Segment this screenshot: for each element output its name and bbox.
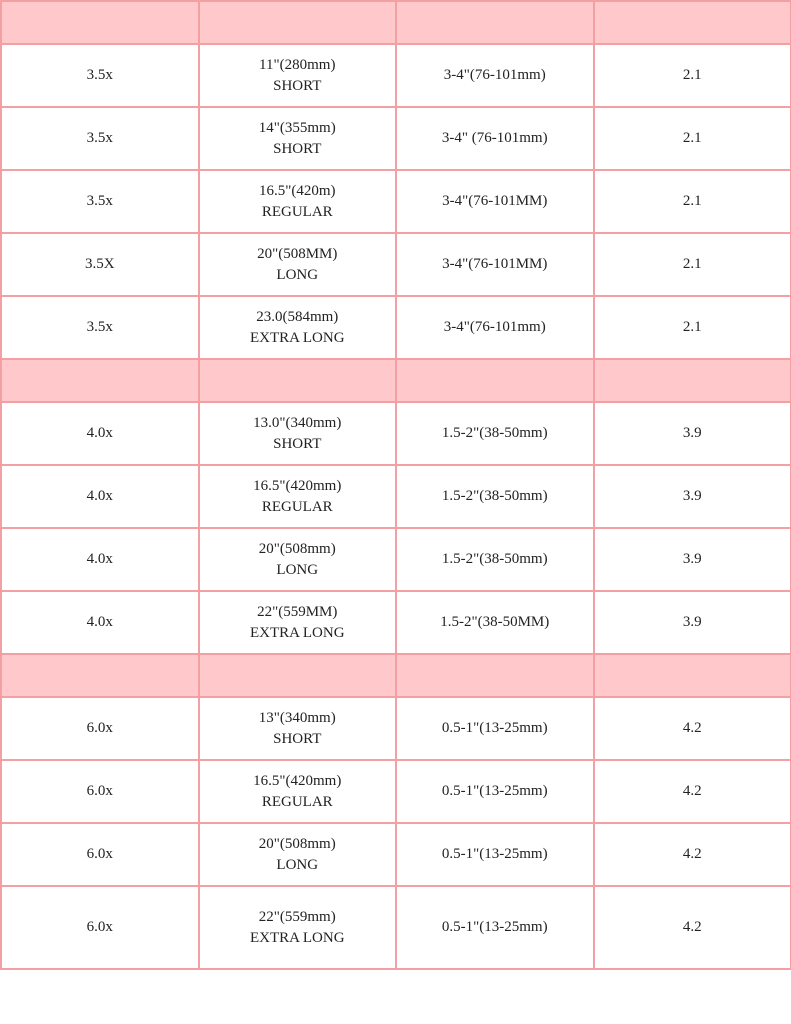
length-value: 22"(559mm) [258, 908, 336, 925]
size-label: LONG [276, 561, 319, 578]
range-cell: 3-4"(76-101mm) [396, 44, 594, 107]
table-row [1, 528, 791, 591]
length-cell [199, 233, 397, 296]
value-cell: 2.1 [594, 44, 791, 107]
header-cell [199, 654, 397, 697]
length-value: 20"(508MM) [257, 245, 338, 262]
table-row [1, 170, 791, 233]
table-row [1, 402, 791, 465]
table-row [1, 697, 791, 760]
magnification-cell: 6.0x [1, 760, 199, 823]
value-cell: 2.1 [594, 296, 791, 359]
length-value: 14"(355mm) [258, 119, 336, 136]
value-cell: 3.9 [594, 465, 791, 528]
magnification-cell: 4.0x [1, 528, 199, 591]
header-cell [396, 359, 594, 402]
header-cell [1, 654, 199, 697]
range-cell: 3-4" (76-101mm) [396, 107, 594, 170]
value-cell: 3.9 [594, 402, 791, 465]
length-value: 20"(508mm) [258, 540, 336, 557]
length-cell [199, 44, 397, 107]
magnification-cell: 4.0x [1, 402, 199, 465]
length-cell [199, 528, 397, 591]
length-cell [199, 886, 397, 969]
range-cell: 1.5-2"(38-50mm) [396, 528, 594, 591]
length-value: 20"(508mm) [258, 835, 336, 852]
length-value: 13.0"(340mm) [253, 414, 342, 431]
range-cell: 3-4"(76-101MM) [396, 233, 594, 296]
length-cell [199, 591, 397, 654]
length-cell [199, 107, 397, 170]
value-cell: 4.2 [594, 886, 791, 969]
table-row [1, 296, 791, 359]
length-cell [199, 760, 397, 823]
size-label: SHORT [273, 140, 322, 157]
range-cell: 0.5-1"(13-25mm) [396, 760, 594, 823]
magnification-cell: 6.0x [1, 886, 199, 969]
length-cell [199, 402, 397, 465]
size-label: SHORT [273, 435, 322, 452]
header-cell [594, 654, 791, 697]
table-row [1, 823, 791, 886]
size-label: LONG [276, 856, 319, 873]
size-label: SHORT [273, 77, 322, 94]
table-row [1, 107, 791, 170]
length-value: 23.0(584mm) [256, 308, 339, 325]
length-value: 16.5"(420mm) [253, 477, 342, 494]
length-cell [199, 697, 397, 760]
magnification-cell: 3.5x [1, 107, 199, 170]
magnification-cell: 4.0x [1, 591, 199, 654]
header-cell [594, 1, 791, 44]
magnification-cell: 3.5x [1, 44, 199, 107]
size-label: REGULAR [261, 793, 333, 810]
range-cell: 1.5-2"(38-50MM) [396, 591, 594, 654]
magnification-cell: 3.5x [1, 296, 199, 359]
length-cell [199, 296, 397, 359]
table-row [1, 465, 791, 528]
length-value: 16.5"(420m) [258, 182, 336, 199]
size-label: EXTRA LONG [249, 929, 345, 946]
size-label: LONG [276, 266, 319, 283]
value-cell: 3.9 [594, 591, 791, 654]
value-cell: 4.2 [594, 697, 791, 760]
value-cell: 2.1 [594, 170, 791, 233]
size-label: EXTRA LONG [249, 329, 345, 346]
length-value: 13"(340mm) [258, 709, 336, 726]
value-cell: 2.1 [594, 107, 791, 170]
magnification-cell: 6.0x [1, 697, 199, 760]
table-row [1, 760, 791, 823]
header-cell [396, 654, 594, 697]
value-cell: 2.1 [594, 233, 791, 296]
size-label: REGULAR [261, 498, 333, 515]
magnification-cell: 3.5x [1, 170, 199, 233]
value-cell: 4.2 [594, 760, 791, 823]
value-cell: 4.2 [594, 823, 791, 886]
size-label: SHORT [273, 730, 322, 747]
size-label: EXTRA LONG [249, 624, 345, 641]
length-cell [199, 465, 397, 528]
range-cell: 0.5-1"(13-25mm) [396, 697, 594, 760]
header-cell [199, 359, 397, 402]
table-row [1, 886, 791, 969]
range-cell: 3-4"(76-101mm) [396, 296, 594, 359]
length-value: 16.5"(420mm) [253, 772, 342, 789]
size-label: REGULAR [261, 203, 333, 220]
length-cell [199, 823, 397, 886]
magnification-cell: 4.0x [1, 465, 199, 528]
header-cell [199, 1, 397, 44]
length-value: 11"(280mm) [259, 56, 336, 73]
group-header-row [1, 1, 791, 44]
range-cell: 0.5-1"(13-25mm) [396, 886, 594, 969]
range-cell: 0.5-1"(13-25mm) [396, 823, 594, 886]
length-value: 22"(559MM) [257, 603, 338, 620]
header-cell [1, 359, 199, 402]
group-header-row [1, 654, 791, 697]
length-cell [199, 170, 397, 233]
table-row [1, 591, 791, 654]
header-cell [1, 1, 199, 44]
header-cell [594, 359, 791, 402]
magnification-cell: 6.0x [1, 823, 199, 886]
magnification-cell: 3.5X [1, 233, 199, 296]
table-row [1, 233, 791, 296]
table-row [1, 44, 791, 107]
header-cell [396, 1, 594, 44]
range-cell: 1.5-2"(38-50mm) [396, 402, 594, 465]
range-cell: 1.5-2"(38-50mm) [396, 465, 594, 528]
group-header-row [1, 359, 791, 402]
range-cell: 3-4"(76-101MM) [396, 170, 594, 233]
value-cell: 3.9 [594, 528, 791, 591]
